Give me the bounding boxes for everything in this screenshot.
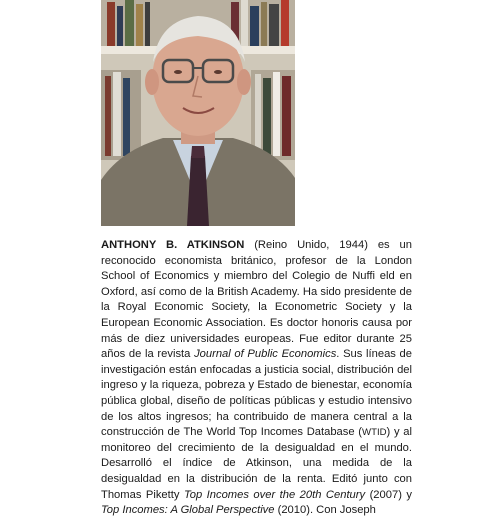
- bio-text: (2010). Con Joseph: [274, 504, 376, 517]
- book-title: Top Incomes over the 20th Century: [183, 488, 366, 501]
- portrait-image: [101, 0, 295, 226]
- journal-title: Journal of Public Economics: [194, 348, 337, 361]
- bio-text: (Reino Unido, 1944) es un reconocido economista británico, profesor de la London School of Economics y miembro del Colegio de Nuffi eld en Oxford, así como de la British Academy. Ha sido presidente de la Royal Economic Society, la Econometric Society y la European Economic Association. Es doctor honoris causa por más de diez universidades europeas. Fue editor durante 25 años de la revista: [101, 239, 412, 361]
- author-name: ANTHONY B. ATKINSON: [101, 239, 245, 251]
- bio-text: (2007) y: [365, 488, 412, 501]
- bio-text: . Sus líneas de investigación están enfocadas a justicia social, distribución del ingreso y la riqueza, pobreza y Estado de bienestar, economía pública global, diseño de políticas públicas y estudio intensivo de los altos ingresos; ha contribuido de manera central a la construcción de The World Top Incomes Database (: [101, 348, 412, 439]
- author-bio: [101, 238, 412, 519]
- bio-text: ) y al monitoreo del crecimiento de la desigualdad en el mundo. Desarrolló el índice de Atkinson, una medida de la desigualdad en la distribución de la renta. Editó junto con Thomas Piketty: [101, 426, 412, 501]
- author-portrait: [101, 0, 295, 226]
- book-title: Top Incomes: A Global Perspective: [101, 504, 275, 517]
- acronym: WTID: [362, 427, 387, 439]
